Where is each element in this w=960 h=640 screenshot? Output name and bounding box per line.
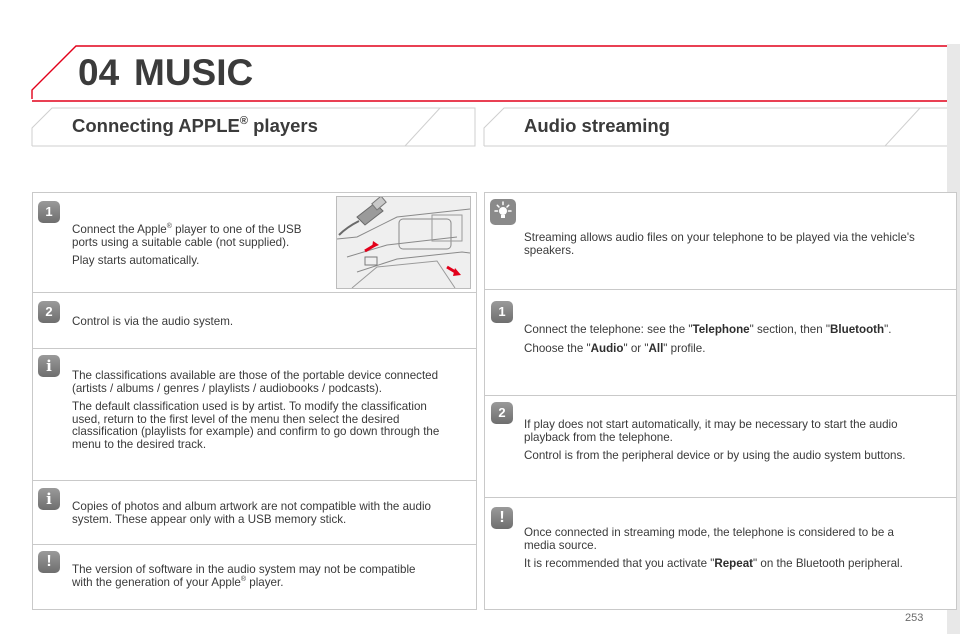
usb-port-photo bbox=[336, 196, 471, 289]
lightbulb-icon bbox=[490, 199, 516, 225]
left-divider-4 bbox=[33, 544, 476, 545]
right-divider-3 bbox=[485, 497, 956, 498]
step-badge: 2 bbox=[491, 402, 513, 424]
step2-text: Control is via the audio system. bbox=[72, 315, 234, 328]
left-divider-1 bbox=[33, 292, 476, 293]
step-badge: 2 bbox=[38, 301, 60, 323]
right-divider-1 bbox=[485, 289, 956, 290]
right-section-title: Audio streaming bbox=[524, 115, 670, 136]
left-warning-text: The version of software in the audio system may not be compatible with the generation of your Apple® player. bbox=[72, 563, 416, 589]
step-badge: 1 bbox=[491, 301, 513, 323]
left-divider-3 bbox=[33, 480, 476, 481]
right-step2-text: If play does not start automatically, it may be necessary to start the audio playback from the telephone. Control is from the peripheral device or by using the audio system buttons. bbox=[524, 418, 906, 463]
left-divider-2 bbox=[33, 348, 476, 349]
right-divider-2 bbox=[485, 395, 956, 396]
right-warning-text: Once connected in streaming mode, the telephone is considered to be a media source. It is recommended that you activate "Repeat" on the Bluetooth peripheral. bbox=[524, 526, 903, 571]
right-step1-text: Connect the telephone: see the "Telephone" section, then "Bluetooth". Choose the "Audio" or "All" profile. bbox=[524, 323, 892, 355]
page-number: 253 bbox=[905, 612, 924, 624]
info-icon: i bbox=[38, 488, 60, 510]
step-badge: 1 bbox=[38, 201, 60, 223]
tip-text: Streaming allows audio files on your telephone to be played via the vehicle's speakers. bbox=[524, 231, 915, 257]
chapter-title: MUSIC bbox=[134, 52, 254, 93]
exclamation-icon: ! bbox=[491, 507, 513, 529]
step1-text: Connect the Apple® player to one of the USB ports using a suitable cable (not supplied). Play starts automatically. bbox=[72, 223, 302, 268]
info1-text: The classifications available are those of the portable device connected (artists / albums / genres / playlists / audiobooks / podcasts). The default classification used is by artist. To modify the classification used, return to the first level of the menu then select the desired classification (playlists for example) and confirm to go down through the menu to the desired track. bbox=[72, 369, 440, 451]
info2-text: Copies of photos and album artwork are not compatible with the audio system. These appear only with a USB memory stick. bbox=[72, 500, 431, 526]
exclamation-icon: ! bbox=[38, 551, 60, 573]
left-section-title: Connecting APPLE® players bbox=[72, 115, 318, 136]
chapter-number: 04 bbox=[78, 52, 120, 93]
info-icon: i bbox=[38, 355, 60, 377]
